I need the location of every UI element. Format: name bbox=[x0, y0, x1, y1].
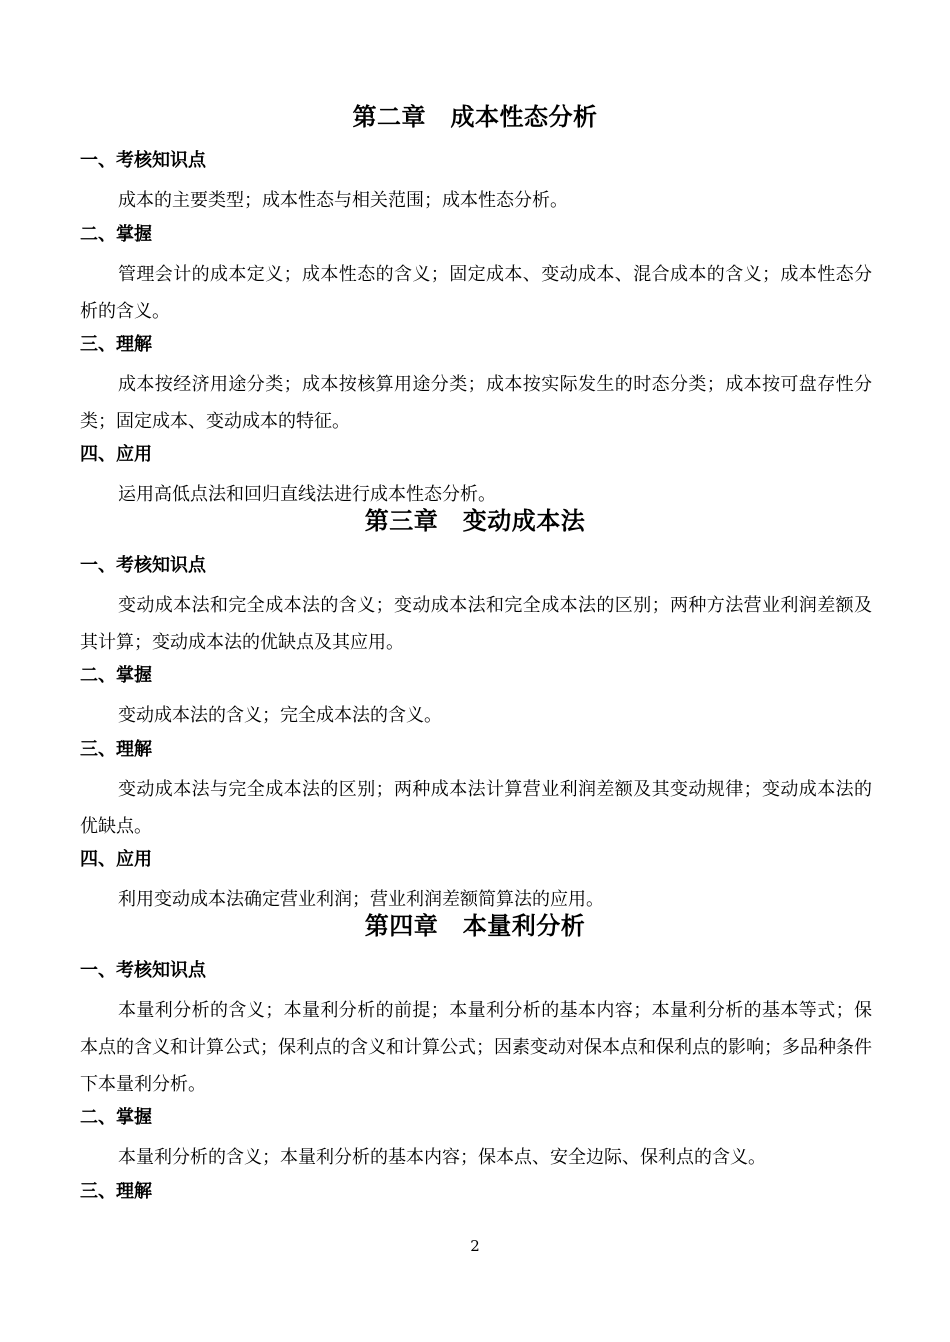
section-heading: 二、掌握 bbox=[80, 224, 152, 245]
section-paragraph: 管理会计的成本定义；成本性态的含义；固定成本、变动成本、混合成本的含义；成本性态分析的含义。 bbox=[80, 264, 872, 322]
section-heading: 一、考核知识点 bbox=[80, 150, 206, 171]
section-paragraph: 变动成本法与完全成本法的区别；两种成本法计算营业利润差额及其变动规律；变动成本法的优缺点。 bbox=[80, 779, 872, 837]
section-heading: 一、考核知识点 bbox=[80, 960, 206, 981]
section-heading: 三、理解 bbox=[80, 739, 152, 760]
section-paragraph: 成本的主要类型；成本性态与相关范围；成本性态分析。 bbox=[118, 190, 568, 211]
section-paragraph: 成本按经济用途分类；成本按核算用途分类；成本按实际发生的时态分类；成本按可盘存性分类；固定成本、变动成本的特征。 bbox=[80, 374, 872, 432]
section-heading: 三、理解 bbox=[80, 1181, 152, 1202]
section-paragraph: 变动成本法和完全成本法的含义；变动成本法和完全成本法的区别；两种方法营业利润差额及其计算；变动成本法的优缺点及其应用。 bbox=[80, 595, 872, 653]
section-paragraph: 本量利分析的含义；本量利分析的前提；本量利分析的基本内容；本量利分析的基本等式；保本点的含义和计算公式；保利点的含义和计算公式；因素变动对保本点和保利点的影响；多品种条件下本量利分析。 bbox=[80, 1000, 872, 1095]
section-heading: 二、掌握 bbox=[80, 1107, 152, 1128]
section-heading: 三、理解 bbox=[80, 334, 152, 355]
chapter-title: 第三章 变动成本法 bbox=[364, 507, 586, 535]
section-paragraph: 本量利分析的含义；本量利分析的基本内容；保本点、安全边际、保利点的含义。 bbox=[118, 1147, 766, 1168]
section-paragraph: 变动成本法的含义；完全成本法的含义。 bbox=[118, 705, 442, 726]
section-heading: 四、应用 bbox=[80, 444, 152, 465]
chapter-title: 第四章 本量利分析 bbox=[364, 912, 586, 940]
page-number: 2 bbox=[470, 1237, 480, 1255]
section-paragraph: 运用高低点法和回归直线法进行成本性态分析。 bbox=[118, 484, 496, 505]
section-paragraph: 利用变动成本法确定营业利润；营业利润差额简算法的应用。 bbox=[118, 889, 604, 910]
section-heading: 四、应用 bbox=[80, 849, 152, 870]
section-heading: 一、考核知识点 bbox=[80, 555, 206, 576]
section-heading: 二、掌握 bbox=[80, 665, 152, 686]
chapter-title: 第二章 成本性态分析 bbox=[352, 103, 598, 131]
